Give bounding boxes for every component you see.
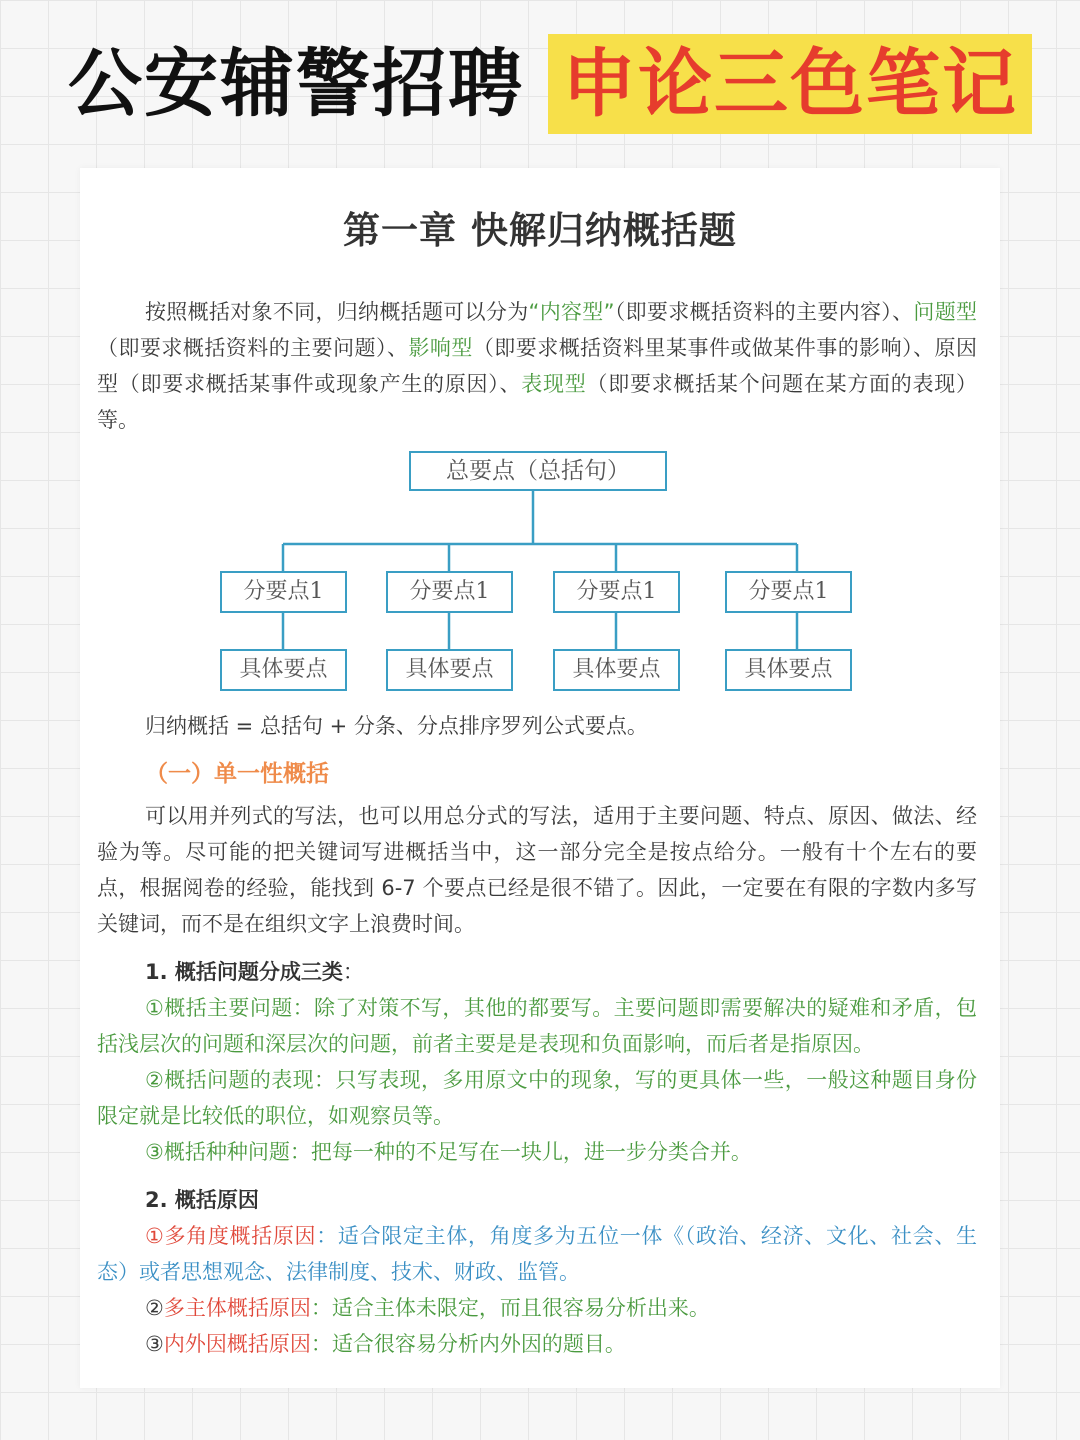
chapter-title: 第一章 快解归纳概括题: [343, 209, 737, 252]
section-body: 可以用并列式的写法，也可以用总分式的写法，适用于主要问题、特点、原因、做法、经验为等。尽可能的把关键词写进概括当中，这一部分完全是按点给分。一般有十个左右的要点，根据阅卷的经验，能找到 6-7 个要点已经是很不错了。因此，一定要在有限的字数内多写关键词，而不是在组织文字上浪费时间。: [97, 804, 977, 936]
intro-highlight-impact-type: 影响型: [408, 336, 473, 360]
intro-text-4: （即要求概括资料里某事件或做某件事的影响）、原因型（即要求概括某事件或现象产生的原因）、: [97, 336, 978, 396]
diagram-detail-point: 具体要点: [725, 649, 852, 691]
intro-text-3: （即要求概括资料的主要问题）、: [97, 336, 409, 360]
intro-paragraph: [97, 294, 977, 438]
intro-highlight-content-type: “内容型”: [528, 300, 615, 324]
diagram-sub-point: 分要点1: [386, 571, 513, 613]
intro-highlight-problem-type: 问题型: [913, 300, 978, 324]
diagram-detail-point: 具体要点: [553, 649, 680, 691]
cause-item-2: [145, 1290, 710, 1326]
diagram-detail-point: 具体要点: [386, 649, 513, 691]
cause-item-2-text: ：适合主体未限定，而且很容易分析出来。: [310, 1296, 710, 1320]
sub-heading-problems: [145, 954, 364, 990]
diagram-detail-point: 具体要点: [220, 649, 347, 691]
sub-heading-colon: ：: [342, 960, 364, 984]
cause-item-1-label: ①多角度概括原因: [145, 1224, 317, 1248]
cause-item-3: [145, 1326, 626, 1362]
problem-item-1: ①概括主要问题：除了对策不写，其他的都要写。主要问题即需要解决的疑难和矛盾，包括浅层次的问题和深层次的问题，前者主要是是表现和负面影响，而后者是指原因。: [97, 996, 977, 1056]
diagram-sub-point: 分要点1: [725, 571, 852, 613]
diagram-sub-point: 分要点1: [553, 571, 680, 613]
problem-item-3: ③概括种种问题：把每一种的不足写在一块儿，进一步分类合并。: [145, 1140, 752, 1164]
intro-text-1: 按照概括对象不同，归纳概括题可以分为: [145, 300, 529, 324]
formula-line: 归纳概括 = 总括句 + 分条、分点排序罗列公式要点。: [145, 714, 648, 738]
sub-heading-causes: 2. 概括原因: [145, 1188, 259, 1212]
cause-item-3-label: 内外因概括原因: [163, 1332, 311, 1356]
diagram-sub-point: 分要点1: [220, 571, 347, 613]
intro-text-2: （即要求概括资料的主要内容）、: [614, 300, 914, 324]
intro-highlight-manifestation-type: 表现型: [521, 372, 587, 396]
sub-heading-problems-text: 1. 概括问题分成三类: [145, 960, 343, 984]
cause-item-1: [97, 1218, 977, 1290]
banner-title-left: 公安辅警招聘: [68, 41, 524, 127]
diagram-main-point: 总要点（总括句）: [409, 451, 667, 491]
banner: [0, 30, 1080, 140]
cause-item-2-label: 多主体概括原因: [163, 1296, 311, 1320]
cause-item-3-text: ：适合很容易分析内外因的题目。: [310, 1332, 626, 1356]
intro-text-5: （即要求概括某个问题在某方面的表现）等。: [97, 372, 978, 432]
cause-item-2-number: ②: [145, 1296, 164, 1320]
problem-item-2: ②概括问题的表现：只写表现，多用原文中的现象，写的更具体一些，一般这种题目身份限定就是比较低的职位，如观察员等。: [97, 1068, 977, 1128]
cause-item-1-text: ：适合限定主体，角度多为五位一体《（政治、经济、文化、社会、生态）或者思想观念、法律制度、技术、财政、监管。: [97, 1224, 977, 1284]
banner-title-right: 申论三色笔记: [548, 34, 1032, 134]
cause-item-3-number: ③: [145, 1332, 164, 1356]
section-heading: （一）单一性概括: [145, 761, 329, 787]
